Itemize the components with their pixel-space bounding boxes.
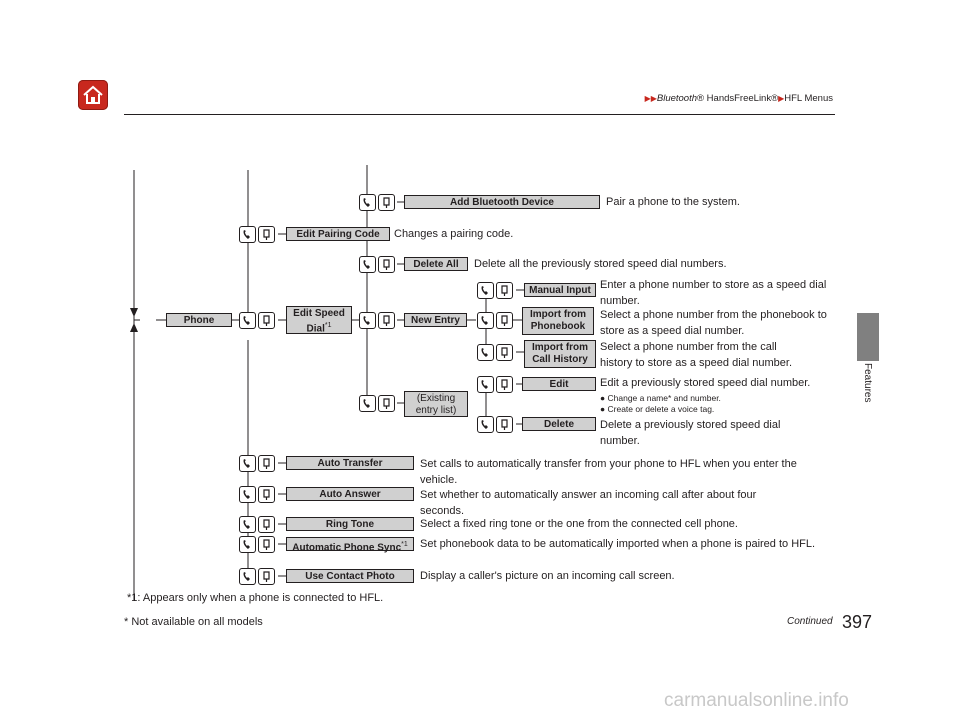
voice-icon xyxy=(496,282,513,299)
phone-icon xyxy=(477,344,494,361)
not-available-note: * Not available on all models xyxy=(124,616,263,628)
watermark: carmanualsonline.info xyxy=(664,690,849,711)
phone-icon xyxy=(359,312,376,329)
use-contact-photo-desc: Display a caller's picture on an incoming call screen. xyxy=(420,570,675,582)
phone-button[interactable]: Phone xyxy=(166,313,232,327)
phone-icon xyxy=(239,486,256,503)
voice-icon xyxy=(378,194,395,211)
delete-all-desc: Delete all the previously stored speed dial numbers. xyxy=(474,258,727,270)
delete-desc: Delete a previously stored speed dial number. xyxy=(600,419,781,447)
manual-input-desc: Enter a phone number to store as a speed dial number. xyxy=(600,279,827,307)
phone-icon xyxy=(239,455,256,472)
breadcrumb-bluetooth[interactable]: Bluetooth xyxy=(656,93,698,104)
voice-icon xyxy=(258,312,275,329)
voice-icon xyxy=(378,395,395,412)
ring-tone-button[interactable]: Ring Tone xyxy=(286,517,414,531)
voice-icon xyxy=(258,226,275,243)
voice-icon xyxy=(496,344,513,361)
ring-tone-desc: Select a fixed ring tone or the one from the connected cell phone. xyxy=(420,518,738,530)
phone-icon xyxy=(477,312,494,329)
phone-icon xyxy=(359,395,376,412)
phone-icon xyxy=(239,536,256,553)
phone-icon xyxy=(239,516,256,533)
delete-button[interactable]: Delete xyxy=(522,417,596,431)
voice-icon xyxy=(258,568,275,585)
auto-answer-button[interactable]: Auto Answer xyxy=(286,487,414,501)
import-phonebook-button[interactable]: Import from Phonebook xyxy=(522,307,594,335)
edit-bullet-2: ● Create or delete a voice tag. xyxy=(600,404,715,414)
use-contact-photo-button[interactable]: Use Contact Photo xyxy=(286,569,414,583)
voice-icon xyxy=(496,376,513,393)
breadcrumb-hfl-menus[interactable]: HFL Menus xyxy=(784,93,833,104)
auto-answer-desc: Set whether to automatically answer an incoming call after about four seconds. xyxy=(420,489,757,517)
automatic-phone-sync-desc: Set phonebook data to be automatically imported when a phone is paired to HFL. xyxy=(420,538,816,550)
phone-icon xyxy=(239,312,256,329)
voice-icon xyxy=(258,455,275,472)
edit-pairing-code-button[interactable]: Edit Pairing Code xyxy=(286,227,390,241)
edit-speed-dial-button[interactable]: Edit Speed Dial$^{*1}$ xyxy=(286,306,352,334)
manual-input-button[interactable]: Manual Input xyxy=(524,283,596,297)
side-tab-label: Features xyxy=(862,363,873,403)
edit-button[interactable]: Edit xyxy=(522,377,596,391)
breadcrumb: ▶▶Bluetooth® HandsFreeLink®▶HFL Menus xyxy=(644,93,833,104)
phone-icon xyxy=(239,568,256,585)
auto-transfer-button[interactable]: Auto Transfer xyxy=(286,456,414,470)
import-call-history-desc: Select a phone number from the call history to store as a speed dial number. xyxy=(600,341,792,369)
voice-icon xyxy=(258,486,275,503)
edit-pairing-code-desc: Changes a pairing code. xyxy=(394,228,514,240)
import-phonebook-desc: Select a phone number from the phonebook to store as a speed dial number. xyxy=(600,309,827,337)
voice-icon xyxy=(378,312,395,329)
phone-icon xyxy=(359,194,376,211)
voice-icon xyxy=(378,256,395,273)
phone-icon xyxy=(359,256,376,273)
existing-entry-list-button[interactable]: (Existing entry list) xyxy=(404,391,468,417)
phone-icon xyxy=(477,416,494,433)
edit-bullet-1: ● Change a name* and number. xyxy=(600,393,721,403)
add-bluetooth-device-button[interactable]: Add Bluetooth Device xyxy=(404,195,600,209)
phone-icon xyxy=(239,226,256,243)
phone-icon xyxy=(477,282,494,299)
phone-icon xyxy=(477,376,494,393)
new-entry-button[interactable]: New Entry xyxy=(404,313,467,327)
page-number: 397 xyxy=(842,612,873,632)
continued-label: Continued xyxy=(787,616,833,627)
edit-desc: Edit a previously stored speed dial number. xyxy=(600,377,811,389)
voice-icon xyxy=(496,312,513,329)
auto-transfer-desc: Set calls to automatically transfer from your phone to HFL when you enter the vehicle. xyxy=(420,458,797,486)
add-bluetooth-device-desc: Pair a phone to the system. xyxy=(606,196,740,208)
footnote: *1: Appears only when a phone is connected to HFL. xyxy=(127,592,384,604)
import-call-history-button[interactable]: Import from Call History xyxy=(524,340,596,368)
delete-all-button[interactable]: Delete All xyxy=(404,257,468,271)
voice-icon xyxy=(258,536,275,553)
voice-icon xyxy=(496,416,513,433)
voice-icon xyxy=(258,516,275,533)
automatic-phone-sync-button[interactable]: Automatic Phone Sync$^{*1}$ xyxy=(286,537,414,551)
